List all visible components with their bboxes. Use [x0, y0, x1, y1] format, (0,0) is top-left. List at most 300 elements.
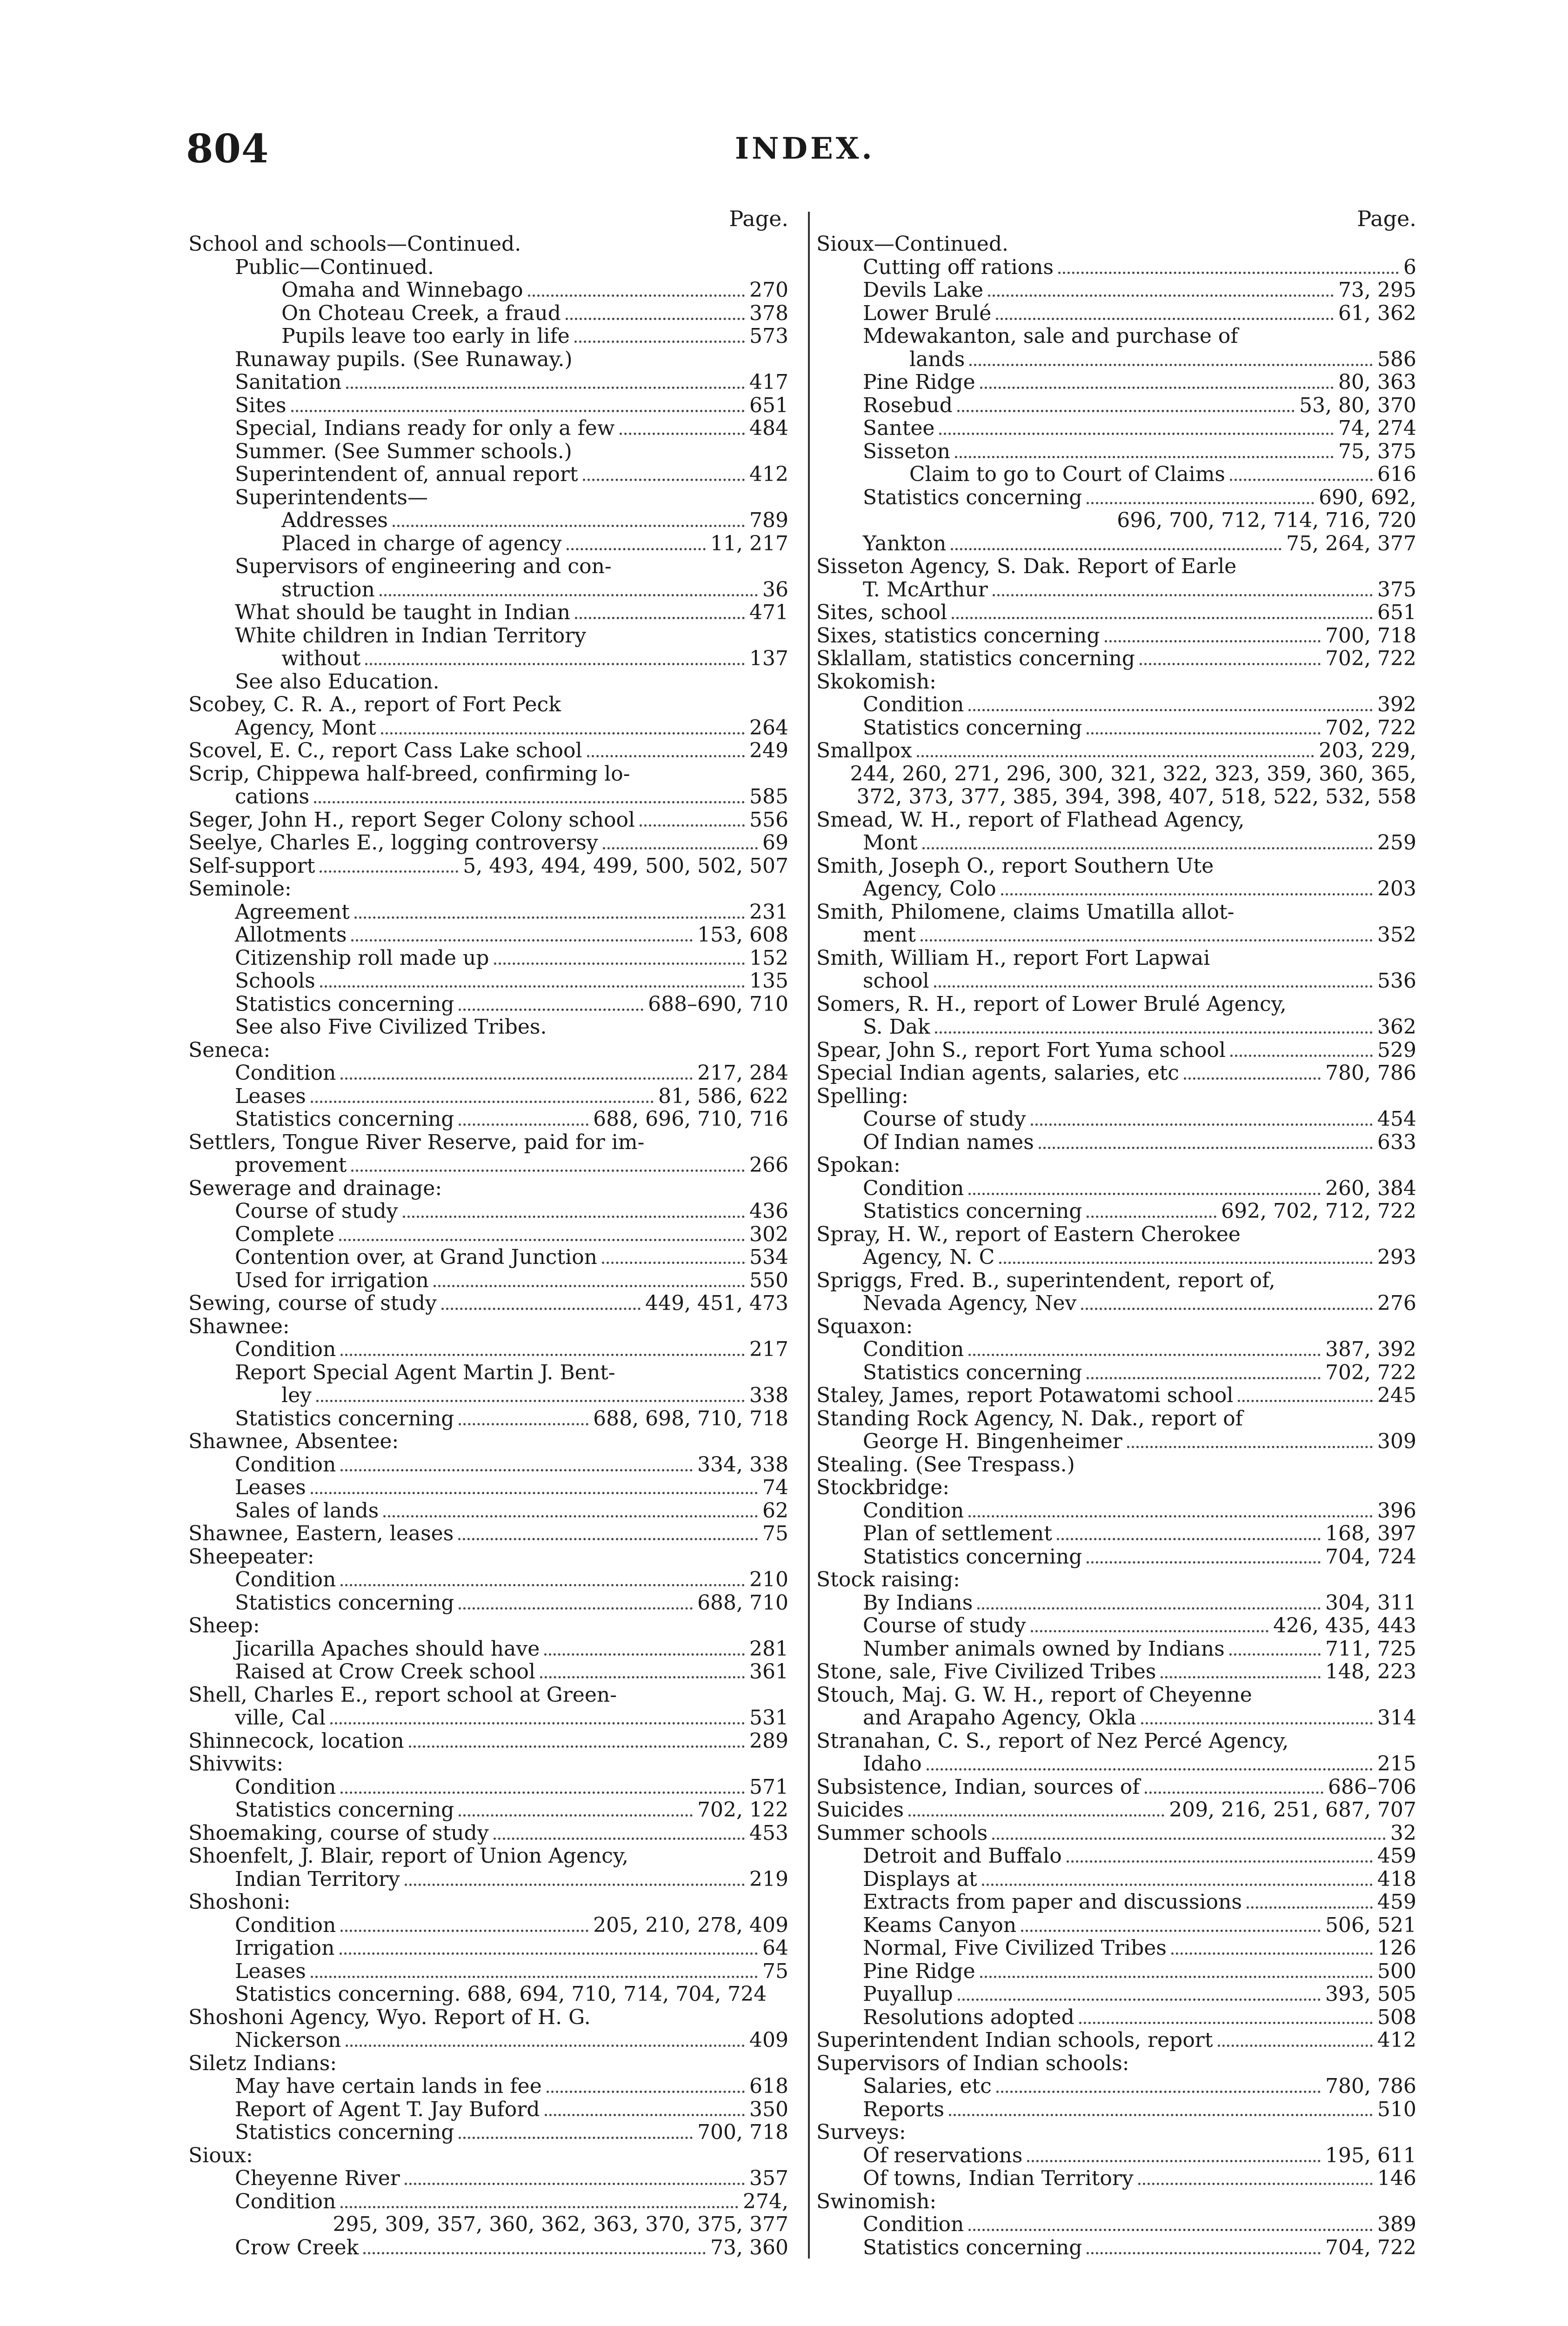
index-entry — [816, 1246, 1416, 1269]
index-entry-pages: 484 — [749, 416, 788, 440]
index-entry-text: Pupils leave too early in life — [281, 324, 570, 348]
dot-leader — [346, 2045, 745, 2047]
dot-leader — [316, 1400, 745, 1402]
index-entry — [188, 969, 788, 993]
index-entry — [188, 1798, 788, 1822]
dot-leader — [314, 801, 745, 803]
index-entry-text: Siletz Indians: — [188, 2051, 337, 2075]
index-entry-text: Santee — [863, 416, 935, 440]
index-entry — [816, 1453, 1416, 1477]
dot-leader — [574, 341, 745, 343]
index-entry — [188, 1430, 788, 1453]
index-entry-pages: 231 — [749, 900, 788, 924]
index-entry-text: Plan of settlement — [863, 1522, 1052, 1545]
dot-leader — [921, 939, 1373, 942]
index-entry-pages: 74 — [762, 1476, 788, 1499]
column-divider — [808, 212, 810, 2259]
index-entry-pages: 688, 696, 710, 716 — [593, 1107, 788, 1131]
index-entry-text: May have certain lands in fee — [235, 2074, 542, 2098]
index-entry-pages: 350 — [749, 2097, 788, 2121]
dot-leader — [540, 1676, 745, 1678]
index-entry — [188, 1891, 788, 1914]
index-entry — [188, 1085, 788, 1108]
index-entry-text: Condition — [235, 1568, 336, 1591]
index-entry-text: Smith, William H., report Fort Lapwai — [816, 946, 1210, 970]
index-entry — [188, 2190, 788, 2213]
index-entry-text: Sisseton Agency, S. Dak. Report of Earle — [816, 555, 1237, 578]
index-entry-text: Shawnee, Eastern, leases — [188, 1522, 454, 1545]
index-entry-pages: 409 — [749, 2028, 788, 2052]
dot-leader — [365, 663, 745, 665]
index-entry — [816, 348, 1416, 371]
dot-leader — [340, 1584, 745, 1586]
index-entry-pages: 389 — [1377, 2212, 1416, 2236]
index-entry — [816, 279, 1416, 302]
index-entry-text: cations — [235, 785, 310, 809]
index-entry-text: Statistics concerning — [863, 1360, 1082, 1384]
index-entry — [816, 325, 1416, 348]
index-entry-pages: 62 — [762, 1498, 788, 1523]
index-entry-text: Course of study — [863, 1614, 1026, 1638]
index-entry-pages: 454 — [1377, 1107, 1416, 1131]
index-entry-text: Shinnecock, location — [188, 1729, 404, 1753]
dot-leader — [351, 939, 693, 942]
dot-leader — [459, 2137, 693, 2139]
index-entry-text: George H. Bingenheimer — [863, 1430, 1122, 1453]
index-entry-pages: 789 — [749, 508, 788, 532]
index-entry — [188, 1223, 788, 1246]
index-entry — [188, 1752, 788, 1776]
index-entry — [816, 578, 1416, 602]
index-entry-pages: 702, 122 — [697, 1798, 788, 1822]
index-entry — [816, 1730, 1416, 1753]
index-entry-text: Statistics concerning — [235, 1798, 454, 1822]
index-entry — [188, 601, 788, 624]
index-entry-text: Stockbridge: — [816, 1476, 950, 1499]
index-entry-text: Special Indian agents, salaries, etc — [816, 1061, 1180, 1085]
index-entry-text: Sales of lands — [235, 1498, 379, 1523]
index-entry — [188, 1568, 788, 1591]
index-entry — [188, 394, 788, 417]
index-entry — [816, 2213, 1416, 2236]
index-entry-pages: 137 — [749, 647, 788, 670]
index-entry-text: Complete — [235, 1222, 334, 1246]
dot-leader — [291, 410, 745, 412]
index-entry — [188, 2098, 788, 2121]
index-entry — [188, 1177, 788, 1200]
index-entry — [816, 1338, 1416, 1361]
index-entry-text: Seelye, Charles E., logging controversy — [188, 831, 598, 855]
dot-leader — [544, 1653, 745, 1656]
index-entry — [816, 1499, 1416, 1523]
dot-leader — [339, 1239, 745, 1241]
index-entry — [816, 1845, 1416, 1868]
dot-leader — [409, 1745, 745, 1748]
index-entry-text: Condition — [235, 1913, 336, 1937]
index-entry-text: See also Education. — [235, 669, 440, 694]
index-entry-text: Condition — [235, 1061, 336, 1085]
index-entry-text: Mdewakanton, sale and purchase of — [863, 324, 1238, 348]
index-entry-pages: 153, 608 — [697, 923, 788, 947]
dot-leader — [340, 1469, 693, 1471]
index-entry-pages: 690, 692, — [1319, 485, 1416, 509]
dot-leader — [311, 1976, 758, 1978]
dot-leader — [320, 870, 458, 873]
index-entry — [188, 440, 788, 463]
index-entry-text: Of Indian names — [863, 1130, 1034, 1154]
index-entry — [816, 1016, 1416, 1039]
index-entry-pages: 506, 521 — [1325, 1913, 1416, 1937]
index-entry-text: without — [281, 647, 361, 670]
index-entry-text: Surveys: — [816, 2120, 906, 2144]
index-entry — [188, 2006, 788, 2029]
dot-leader — [1087, 1561, 1321, 1564]
index-entry — [816, 716, 1416, 740]
index-entry — [816, 877, 1416, 901]
index-entry — [816, 256, 1416, 279]
dot-leader — [968, 2229, 1373, 2231]
index-entry-pages: 352 — [1377, 923, 1416, 947]
index-entry-text: Shawnee: — [188, 1314, 290, 1338]
index-entry — [188, 2167, 788, 2190]
dot-leader — [992, 1838, 1386, 1840]
index-entry-pages: 264 — [749, 715, 788, 740]
index-entry-text: Shivwits: — [188, 1752, 284, 1776]
index-entry-text: Sewing, course of study — [188, 1291, 437, 1315]
index-entry-text: Salaries, etc — [863, 2074, 992, 2098]
index-entry — [816, 831, 1416, 855]
dot-leader — [939, 433, 1334, 435]
index-entry-text: On Choteau Creek, a fraud — [281, 301, 561, 325]
index-entry-text: Shoemaking, course of study — [188, 1821, 489, 1845]
right-column — [816, 205, 1416, 2259]
index-entry-text: Resolutions adopted — [863, 2005, 1074, 2029]
index-entry-pages: 293 — [1377, 1245, 1416, 1269]
index-entry — [816, 601, 1416, 624]
index-entry — [188, 1730, 788, 1753]
index-entry-text: lands — [909, 347, 965, 371]
index-entry-pages: 276 — [1377, 1291, 1416, 1315]
index-entry — [188, 1914, 788, 1937]
index-entry-text: Scrip, Chippewa half-breed, confirming lo- — [188, 762, 630, 786]
index-entry — [188, 1706, 788, 1730]
index-entry-pages: 616 — [1377, 462, 1416, 486]
index-entry — [188, 693, 788, 716]
index-entry-pages: 309 — [1377, 1430, 1416, 1453]
index-entry-pages: 53, 80, 370 — [1299, 393, 1416, 417]
dot-leader — [354, 916, 745, 919]
index-entry — [816, 1384, 1416, 1407]
index-entry-pages: 217 — [749, 1337, 788, 1361]
index-entry-pages: 304, 311 — [1325, 1591, 1416, 1615]
dot-leader — [977, 1607, 1321, 1610]
index-entry — [188, 279, 788, 302]
index-entry — [816, 2052, 1416, 2075]
index-entry — [816, 1614, 1416, 1638]
index-entry-text: Displays at — [863, 1867, 977, 1891]
dot-leader — [952, 617, 1373, 619]
index-entry — [816, 855, 1416, 878]
index-entry-pages: 80, 363 — [1338, 370, 1416, 394]
index-entry-text: Course of study — [863, 1107, 1026, 1131]
index-entry-text: Superintendent Indian schools, report — [816, 2028, 1213, 2052]
index-entry — [816, 1200, 1416, 1223]
dot-leader — [405, 2183, 745, 2185]
index-entry-pages: 372, 373, 377, 385, 394, 398, 407, 518, 522, 532, 558 — [856, 785, 1416, 809]
index-entry — [816, 1638, 1416, 1661]
dot-leader — [958, 1998, 1321, 2001]
index-entry — [188, 624, 788, 648]
index-entry-text: Devils Lake — [863, 278, 984, 302]
index-entry — [816, 1798, 1416, 1822]
dot-leader — [1087, 1216, 1216, 1218]
index-entry-pages: 534 — [749, 1245, 788, 1269]
index-entry — [816, 2236, 1416, 2259]
index-entry-text: By Indians — [863, 1591, 973, 1615]
index-entry — [816, 1891, 1416, 1914]
index-entry-text: Placed in charge of agency — [281, 531, 562, 555]
index-entry-text: Summer. (See Summer schools.) — [235, 439, 572, 463]
index-entry-text: Shell, Charles E., report school at Green- — [188, 1683, 617, 1707]
index-entry-text: Contention over, at Grand Junction — [235, 1245, 598, 1269]
dot-leader — [980, 387, 1334, 389]
dot-leader — [1141, 1722, 1373, 1724]
dot-leader — [1161, 1676, 1321, 1678]
index-entry-text: Superintendent of, annual report — [235, 462, 578, 486]
index-entry-text: Statistics concerning — [863, 2235, 1082, 2259]
index-entry — [816, 762, 1416, 786]
index-entry — [188, 1361, 788, 1384]
index-entry-text: Leases — [235, 1476, 306, 1499]
index-entry — [816, 670, 1416, 694]
dot-leader — [969, 364, 1373, 366]
index-entry — [816, 1684, 1416, 1707]
index-entry-text: Sites — [235, 393, 287, 417]
index-entry-pages: 704, 724 — [1325, 1544, 1416, 1569]
index-entry — [816, 785, 1416, 809]
dot-leader — [922, 847, 1373, 849]
index-entry — [188, 532, 788, 555]
dot-leader — [1218, 2045, 1373, 2047]
index-entry — [816, 1914, 1416, 1937]
index-entry-text: Seminole: — [188, 877, 292, 901]
index-entry — [816, 947, 1416, 970]
index-entry-text: Schools — [235, 969, 315, 993]
index-entry-pages: 702, 722 — [1325, 1360, 1416, 1384]
dot-leader — [1039, 1147, 1373, 1149]
index-entry — [188, 1660, 788, 1684]
index-entry — [816, 233, 1416, 256]
index-entry-pages: 780, 786 — [1325, 2074, 1416, 2098]
dot-leader — [311, 1492, 758, 1494]
index-entry-text: Mont — [863, 831, 918, 855]
index-entry-pages: 126 — [1377, 1936, 1416, 1960]
index-entry-text: Sites, school — [816, 601, 947, 624]
index-entry-pages: 210 — [749, 1568, 788, 1591]
index-entry — [188, 463, 788, 486]
index-entry-text: Cutting off rations — [863, 255, 1054, 279]
index-entry — [816, 2144, 1416, 2167]
index-entry — [816, 1960, 1416, 1983]
dot-leader — [935, 1031, 1373, 1034]
index-entry-text: Seneca: — [188, 1038, 271, 1062]
dot-leader — [996, 2091, 1321, 2093]
index-entry-text: Course of study — [235, 1199, 398, 1223]
index-entry-pages: 393, 505 — [1325, 1982, 1416, 2006]
index-entry-text: Statistics concerning — [235, 1406, 454, 1430]
index-entry — [188, 302, 788, 325]
index-entry — [188, 1776, 788, 1799]
index-entry — [816, 809, 1416, 832]
index-entry-text: Somers, R. H., report of Lower Brulé Agency, — [816, 992, 1287, 1016]
index-entry — [188, 233, 788, 256]
index-entry — [816, 969, 1416, 993]
index-entry — [188, 947, 788, 970]
index-entry-pages: 260, 384 — [1325, 1176, 1416, 1200]
index-entry-text: Condition — [863, 1337, 964, 1361]
index-entry-pages: 32 — [1390, 1821, 1416, 1845]
dot-leader — [567, 548, 706, 550]
index-entry-text: Jicarilla Apaches should have — [235, 1637, 540, 1661]
dot-leader — [1230, 479, 1373, 481]
index-entry-text: Runaway pupils. (See Runaway.) — [235, 347, 573, 371]
index-entry-pages: 338 — [749, 1384, 788, 1407]
index-entry-pages: 334, 338 — [697, 1452, 788, 1477]
index-entry-text: Sixes, statistics concerning — [816, 623, 1100, 648]
index-entry — [188, 670, 788, 694]
index-entry — [188, 578, 788, 602]
index-entry-pages: 780, 786 — [1325, 1061, 1416, 1085]
index-entry — [188, 1453, 788, 1477]
index-entry — [188, 993, 788, 1016]
page-number: 804 — [186, 126, 269, 172]
index-entry-pages: 302 — [749, 1222, 788, 1246]
dot-leader — [494, 962, 745, 965]
index-entry — [188, 348, 788, 371]
index-entry — [816, 440, 1416, 463]
index-entry-text: Smead, W. H., report of Flathead Agency, — [816, 808, 1245, 832]
index-entry — [816, 1822, 1416, 1845]
index-entry — [816, 1545, 1416, 1569]
dot-leader — [955, 456, 1334, 458]
right-column-page-heading: Page. — [1357, 206, 1416, 231]
index-entry — [188, 509, 788, 532]
index-entry — [816, 302, 1416, 325]
dot-leader — [982, 1884, 1373, 1886]
index-entry — [816, 1868, 1416, 1891]
index-entry — [188, 739, 788, 762]
dot-leader — [583, 479, 745, 481]
index-entry-text: Sklallam, statistics concerning — [816, 647, 1135, 670]
index-entry-pages: 702, 722 — [1325, 647, 1416, 670]
dot-leader — [403, 1216, 745, 1218]
index-entry — [816, 1568, 1416, 1591]
index-entry-text: Scobey, C. R. A., report of Fort Peck — [188, 693, 561, 716]
index-entry-pages: 459 — [1377, 1890, 1416, 1914]
index-entry-text: Skokomish: — [816, 669, 936, 694]
index-entry-text: ley — [281, 1384, 312, 1407]
index-entry — [816, 693, 1416, 716]
index-entry-text: See also Five Civilized Tribes. — [235, 1015, 547, 1039]
running-head: INDEX. — [735, 131, 875, 166]
index-entry-text: Extracts from paper and discussions — [863, 1890, 1242, 1914]
index-entry — [188, 1338, 788, 1361]
index-entry-pages: 205, 210, 278, 409 — [593, 1913, 788, 1937]
index-entry — [816, 394, 1416, 417]
index-entry — [816, 2167, 1416, 2190]
index-entry-pages: 5, 493, 494, 499, 500, 502, 507 — [463, 854, 788, 878]
dot-leader — [957, 410, 1294, 412]
dot-leader — [528, 294, 745, 297]
index-entry-text: Stone, sale, Five Civilized Tribes — [816, 1660, 1156, 1684]
index-entry-pages: 69 — [762, 831, 788, 855]
index-entry-pages: 203 — [1377, 877, 1416, 901]
dot-leader — [441, 1308, 641, 1310]
index-entry — [188, 1545, 788, 1569]
index-entry-text: Squaxon: — [816, 1314, 913, 1338]
index-entry-pages: 449, 451, 473 — [645, 1291, 788, 1315]
dot-leader — [1021, 1930, 1321, 1932]
index-entry — [188, 855, 788, 878]
index-entry-text: Keams Canyon — [863, 1913, 1017, 1937]
index-entry — [816, 2075, 1416, 2098]
index-entry-text: Standing Rock Agency, N. Dak., report of — [816, 1406, 1243, 1430]
dot-leader — [587, 755, 745, 757]
index-entry-text: Shoshoni: — [188, 1890, 291, 1914]
index-entry-text: Citizenship roll made up — [235, 946, 489, 970]
index-entry-pages: 75 — [762, 1959, 788, 1983]
index-entry — [188, 1131, 788, 1154]
left-column-page-heading: Page. — [729, 206, 788, 231]
index-entry — [816, 1177, 1416, 1200]
dot-leader — [620, 433, 745, 435]
index-entry-text: Swinomish: — [816, 2189, 937, 2213]
index-entry-pages: 633 — [1377, 1130, 1416, 1154]
index-entry-text: Crow Creek — [235, 2235, 359, 2259]
index-entry — [188, 2052, 788, 2075]
dot-leader — [968, 1193, 1321, 1195]
dot-leader — [1140, 663, 1321, 665]
index-entry-text: Statistics concerning — [235, 1591, 454, 1615]
index-entry — [816, 1706, 1416, 1730]
index-entry-text: Condition — [863, 693, 964, 716]
index-entry — [816, 555, 1416, 578]
index-entry-pages: 700, 718 — [697, 2120, 788, 2144]
dot-leader — [934, 985, 1373, 988]
index-entry-pages: 203, 229, — [1319, 739, 1416, 762]
dot-leader — [346, 387, 745, 389]
index-entry-pages: 135 — [749, 969, 788, 993]
index-entry-pages: 270 — [749, 278, 788, 302]
dot-leader — [1087, 732, 1321, 735]
dot-leader — [951, 548, 1281, 550]
index-entry-text: Allotments — [235, 923, 347, 947]
index-entry — [188, 1638, 788, 1661]
index-entry-text: Spokan: — [816, 1153, 901, 1177]
index-entry — [188, 1476, 788, 1499]
index-entry — [816, 1752, 1416, 1776]
index-entry-text: Nickerson — [235, 2028, 341, 2052]
index-entry — [188, 1499, 788, 1523]
index-entry — [188, 647, 788, 670]
index-entry-pages: 688–690, 710 — [648, 992, 788, 1016]
index-entry — [188, 1269, 788, 1292]
dot-leader — [383, 1515, 758, 1517]
index-entry-text: Subsistence, Indian, sources of — [816, 1775, 1140, 1799]
index-entry-text: Condition — [235, 2189, 336, 2213]
dot-leader — [1247, 1906, 1373, 1909]
dot-leader — [927, 1768, 1373, 1771]
